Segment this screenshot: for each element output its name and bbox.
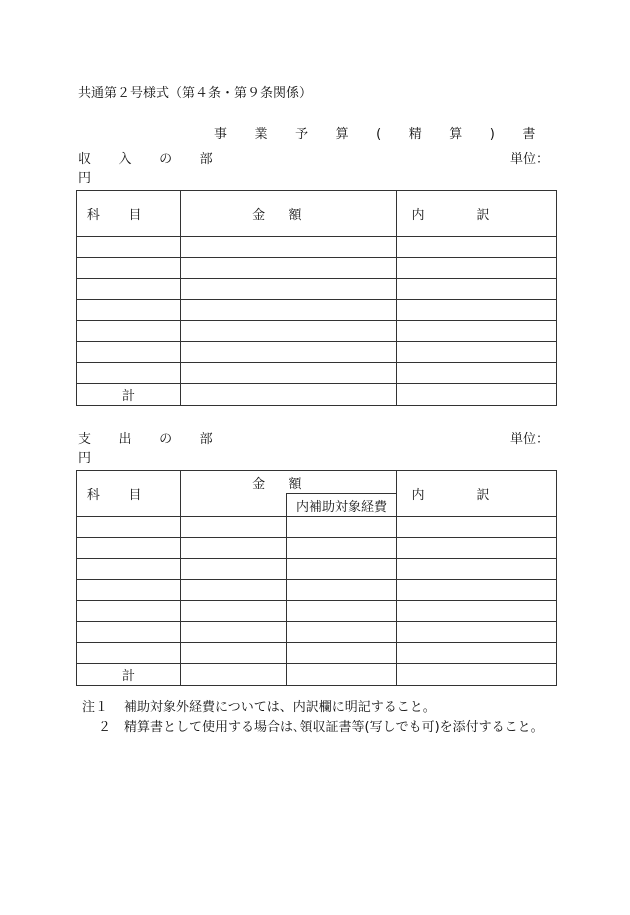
document-title: 事 業 予 算 ( 精 算 ) 書 [214, 127, 548, 142]
income-col-amount: 金額 [181, 191, 397, 237]
income-section-label: 収 入 の 部 [78, 152, 225, 167]
note-number: 注１ [82, 700, 109, 715]
table-row [77, 559, 557, 580]
expense-col-subsidy-target: 内補助対象経費 [287, 494, 397, 517]
expense-section-label: 支 出 の 部 [78, 432, 225, 447]
table-row [77, 321, 557, 342]
expense-total-label: 計 [77, 664, 181, 686]
expense-col-subject: 科目 [77, 471, 181, 517]
table-row [77, 580, 557, 601]
table-row [77, 622, 557, 643]
table-row [77, 517, 557, 538]
table-row [77, 258, 557, 279]
expense-unit-value: 円 [78, 451, 92, 466]
table-row [77, 279, 557, 300]
table-row [77, 538, 557, 559]
income-table [76, 190, 557, 406]
expense-col-breakdown: 内訳 [397, 471, 557, 517]
income-col-breakdown: 内訳 [397, 191, 557, 237]
expense-header-row [77, 471, 557, 494]
form-label: 共通第２号様式（第４条・第９条関係） [78, 86, 313, 101]
note-text: 補助対象外経費については、内訳欄に明記すること。 [124, 700, 436, 715]
table-row [77, 643, 557, 664]
note-text: 精算書として使用する場合は､領収証書等(写しでも可)を添付すること。 [124, 720, 544, 735]
income-header-row [77, 191, 557, 237]
income-total-label: 計 [77, 384, 181, 406]
table-row [77, 342, 557, 363]
income-total-row [77, 384, 557, 406]
expense-table [76, 470, 557, 686]
note-number: ２ [98, 720, 112, 735]
table-row [77, 601, 557, 622]
income-unit-value: 円 [78, 171, 92, 186]
income-unit-label: 単位： [510, 152, 550, 167]
table-row [77, 237, 557, 258]
expense-unit-label: 単位： [510, 432, 550, 447]
income-col-subject: 科目 [77, 191, 181, 237]
expense-total-row [77, 664, 557, 686]
table-row [77, 300, 557, 321]
table-row [77, 363, 557, 384]
expense-col-amount: 金額 [181, 471, 397, 494]
